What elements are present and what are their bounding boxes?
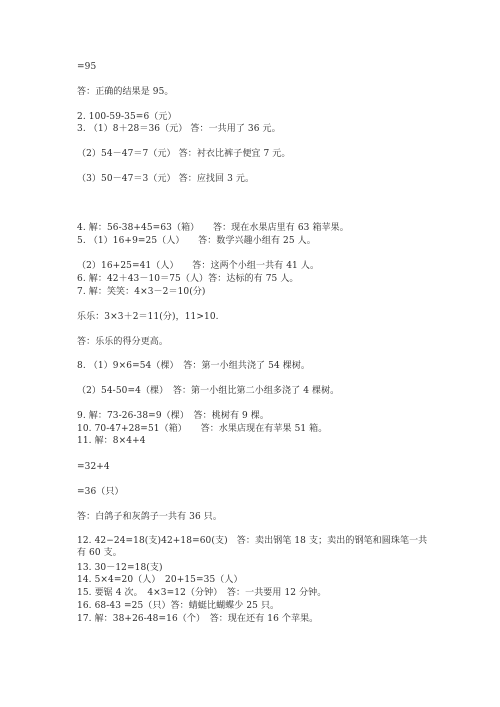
answer-line: 2. 100-59-35=6（元） <box>77 112 177 122</box>
answer-line: 12. 42−24=18(支)42+18=60(支) 答：卖出钢笔 18 支；卖出的钢笔和圆珠笔一共 <box>77 536 428 546</box>
answer-line: =32+4 <box>77 462 110 472</box>
answer-line: 5. （1）16+9=25（人） 答：数学兴趣小组有 25 人。 <box>77 236 316 246</box>
answer-line: 答：乐乐的得分更高。 <box>77 337 169 347</box>
answer-line: 9. 解：73-26-38=9（棵） 答：桃树有 9 棵。 <box>77 411 270 421</box>
answer-line: 16. 68-43 =25（只）答：蜻蜓比蝴蝶少 25 只。 <box>77 601 280 611</box>
answer-line: （3）50－47＝3（元） 答：应找回 3 元。 <box>77 174 255 184</box>
answer-line: 10. 70-47+28=51（箱） 答：水果店现在有苹果 51 箱。 <box>77 424 328 434</box>
answer-line: （2）54－47＝7（元） 答：衬衣比裤子便宜 7 元。 <box>77 149 291 159</box>
answer-line: 11. 解：8×4+4 <box>77 436 146 446</box>
answer-line: 答：正确的结果是 95。 <box>77 87 174 97</box>
answer-line: 17. 解：38+26-48=16（个） 答：现在还有 16 个苹果。 <box>77 614 319 624</box>
answer-line: =36（只） <box>77 487 124 497</box>
answer-line: 13. 30－12=18(支) <box>77 563 163 573</box>
answer-line: （2）16+25=41（人） 答：这两个小组一共有 41 人。 <box>77 261 320 271</box>
answer-line: 4. 解：56-38+45=63（箱） 答：现在水果店里有 63 箱苹果。 <box>77 223 349 233</box>
answer-line: =95 <box>77 62 97 72</box>
answer-line: 14. 5×4=20（人） 20+15=35（人） <box>77 575 243 585</box>
answer-line: 乐乐：3×3＋2＝11(分)，11>10. <box>77 312 219 322</box>
answer-line: 7. 解：笑笑：4×3－2＝10(分) <box>77 287 206 297</box>
answer-line: 15. 要锯 4 次。 4×3=12（分钟） 答：一共要用 12 分钟。 <box>77 588 327 598</box>
answer-line: 有 60 支。 <box>77 548 122 558</box>
answer-line: （2）54-50=4（棵） 答：第一小组比第二小组多浇了 4 棵树。 <box>77 386 340 396</box>
answer-line: 6. 解：42＋43－10＝75（人）答：达标的有 75 人。 <box>77 274 299 284</box>
answer-line: 3. （1）8＋28＝36（元） 答：一共用了 36 元。 <box>77 124 281 134</box>
answer-line: 答：白鸽子和灰鸽子一共有 36 只。 <box>77 512 222 522</box>
answer-line: 8. （1）9×6=54（棵） 答：第一小组共浇了 54 棵树。 <box>77 361 311 371</box>
